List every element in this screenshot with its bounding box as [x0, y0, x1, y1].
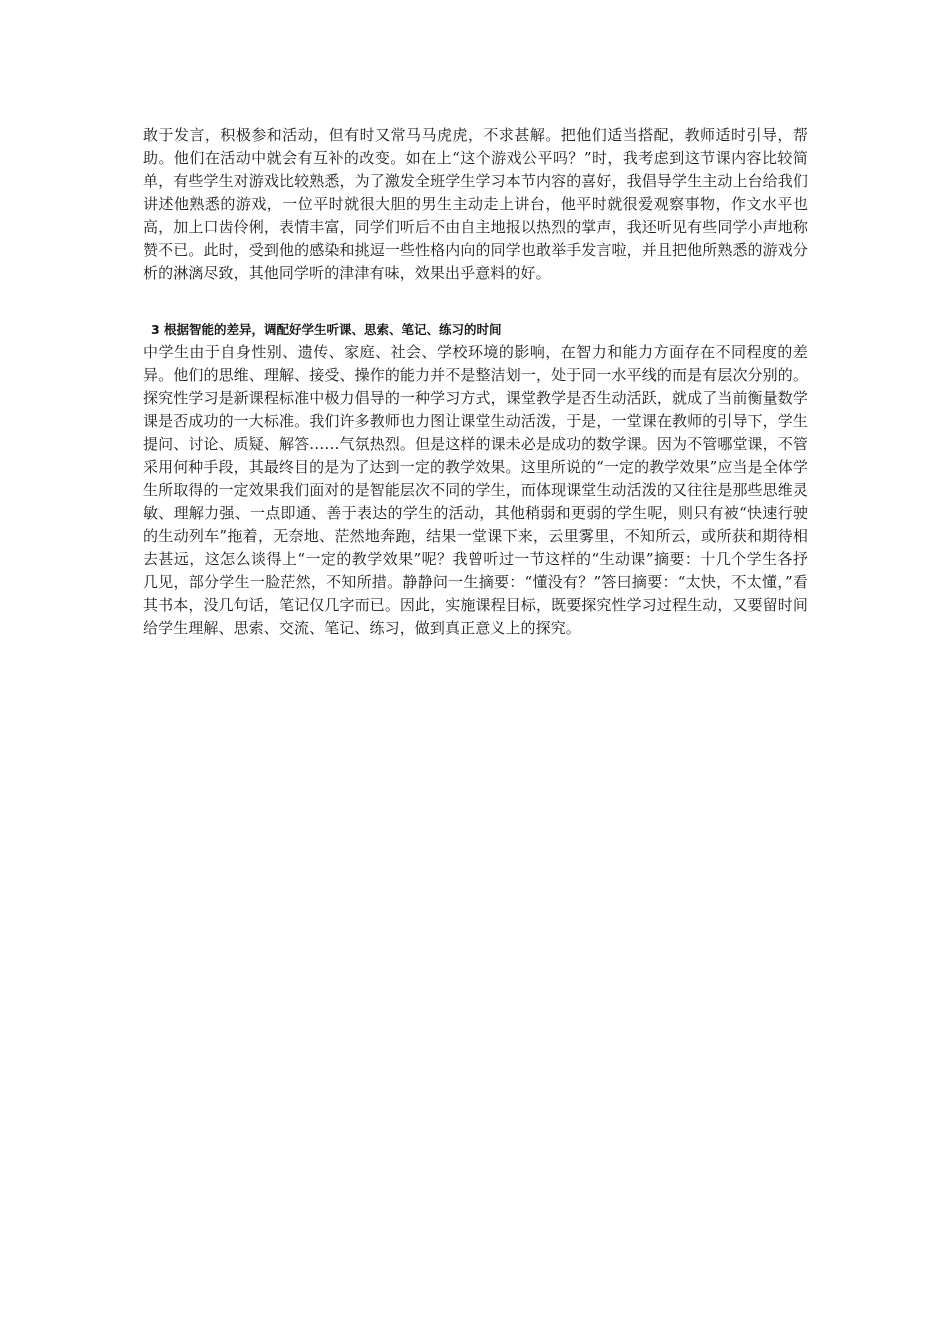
body-paragraph-2: 中学生由于自身性别、遗传、家庭、社会、学校环境的影响，在智力和能力方面存在不同程度的差异。他们的思维、理解、接受、操作的能力并不是整洁划一，处于同一水平线的而是有层次分别的。探究性学习是新课程标准中极力倡导的一种学习方式，课堂教学是否生动活跃，就成了当前衡量数学课是否成功的一大标准。我们许多教师也力图让课堂生动活泼，于是，一堂课在教师的引导下，学生提问、讨论、质疑、解答……气氛热烈。但是这样的课未必是成功的数学课。因为不管哪堂课，不管采用何种手段，其最终目的是为了达到一定的教学效果。这里所说的“一定的教学效果”应当是全体学生所取得的一定效果我们面对的是智能层次不同的学生，而体现课堂生动活泼的又往往是那些思维灵敏、理解力强、一点即通、善于表达的学生的活动，其他稍弱和更弱的学生呢，则只有被“快速行驶的生动列车”拖着，无奈地、茫然地奔跑，结果一堂课下来，云里雾里，不知所云，或所获和期待相去甚远，这怎么谈得上“一定的教学效果”呢？我曾听过一节这样的“生动课”摘要：十几个学生各抒几见，部分学生一脸茫然，不知所措。静静问一生摘要：“懂没有？”答曰摘要：“太快，不太懂，”看其书本，没几句话，笔记仅几字而已。因此，实施课程目标，既要探究性学习过程生动，又要留时间给学生理解、思索、交流、笔记、练习，做到真正意义上的探究。 — [143, 343, 808, 637]
section-heading-3: 3 根据智能的差异，调配好学生听课、思索、笔记、练习的时间 — [151, 322, 502, 337]
document-body — [143, 124, 808, 640]
body-paragraph-1: 敢于发言，积极参和活动，但有时又常马马虎虎，不求甚解。把他们适当搭配，教师适时引导，帮助。他们在活动中就会有互补的改变。如在上“这个游戏公平吗？”时，我考虑到这节课内容比较简单，有些学生对游戏比较熟悉，为了激发全班学生学习本节内容的喜好，我倡导学生主动上台给我们讲述他熟悉的游戏，一位平时就很大胆的男生主动走上讲台，他平时就很爱观察事物，作文水平也高，加上口齿伶俐，表情丰富，同学们听后不由自主地报以热烈的掌声，我还听见有些同学小声地称赞不已。此时，受到他的感染和挑逗一些性格内向的同学也敢举手发言啦，并且把他所熟悉的游戏分析的淋漓尽致，其他同学听的津津有味，效果出乎意料的好。 — [143, 126, 808, 282]
